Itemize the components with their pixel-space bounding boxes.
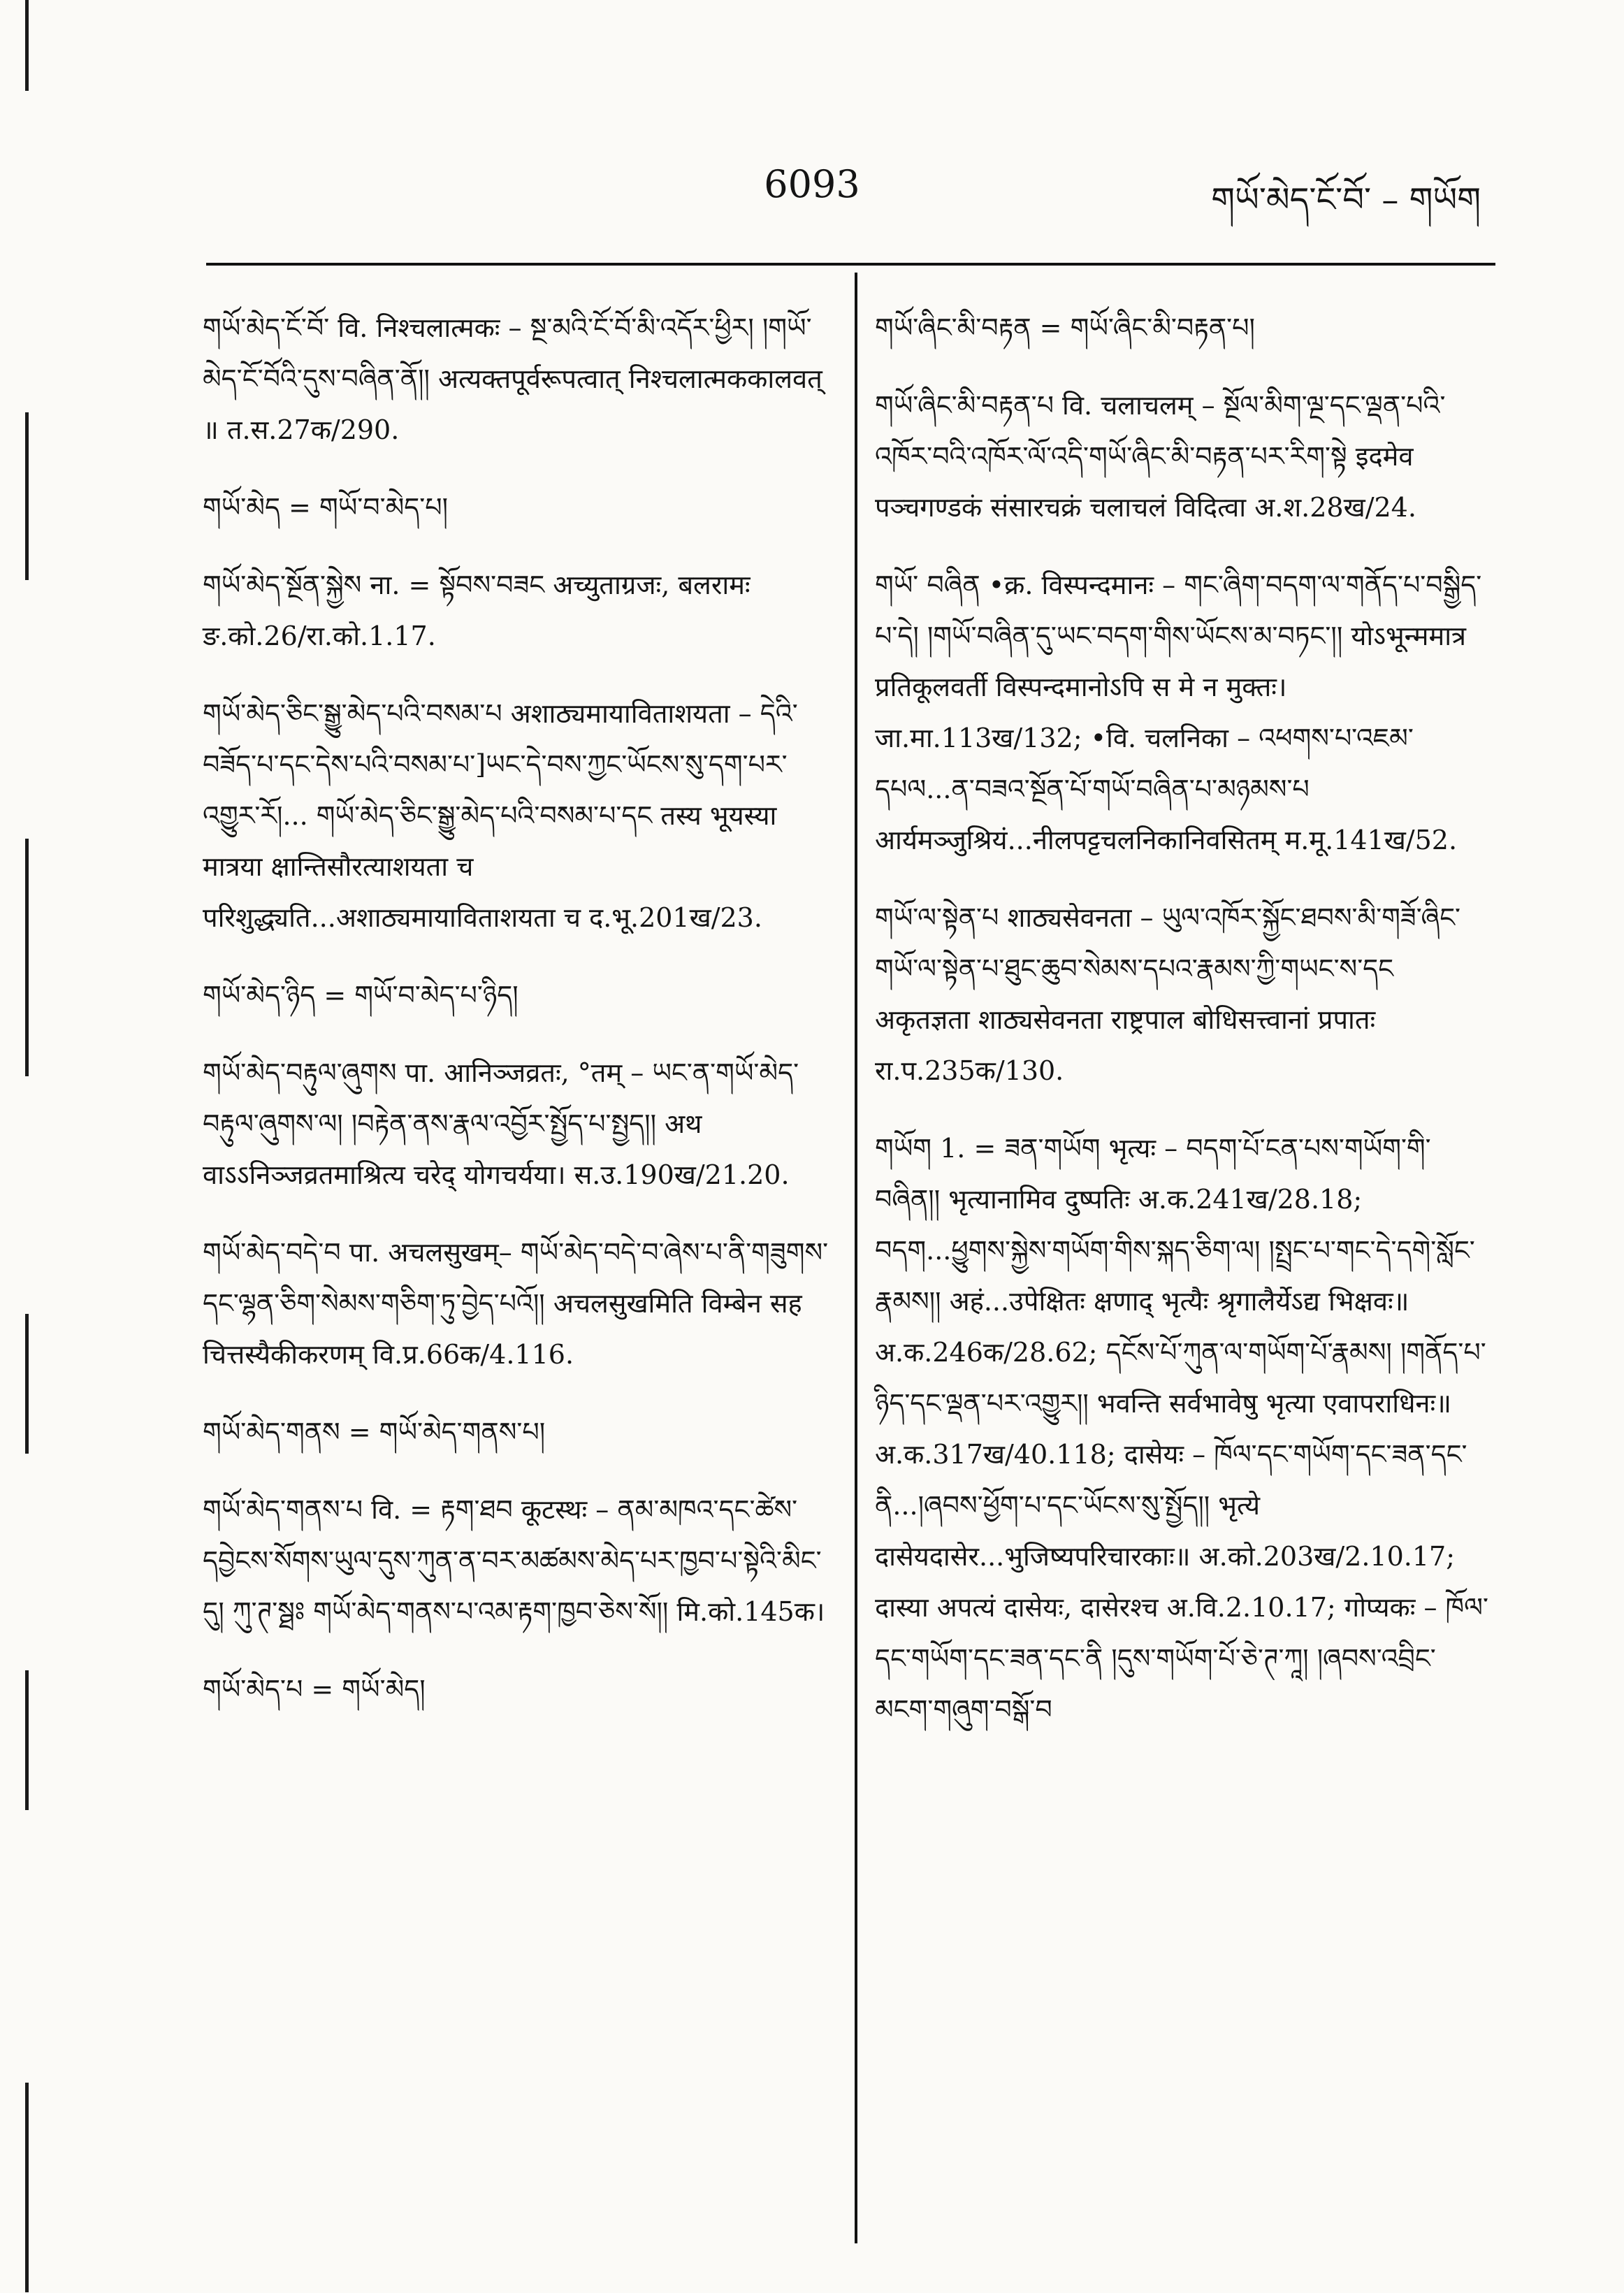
dictionary-entry: གཡོ་མེད = གཡོ་བ་མེད་པ། [203, 492, 449, 523]
scan-edge-mark [25, 839, 29, 1076]
scan-edge-mark [25, 1314, 29, 1454]
dictionary-entry: གཡོ་མེད་གནས = གཡོ་མེད་གནས་པ། [203, 1417, 546, 1447]
scan-edge-mark [25, 1670, 29, 1810]
page-number: 6093 [764, 162, 860, 206]
dictionary-entry: གཡོ་མེད་བརྟུལ་ཞུགས पा. आनिञ्जव्रतः, °तम् – ཡང་ན་གཡོ་མེད་བརྟུལ་ཞུགས་ལ། །བརྟེན་ནས་རྣལ་འབྱོར་སྤྱོད་པ་སྤྱད།། अथ वाऽऽनिञ्जव्रतमाश्रित्य चरेद् योगचर्यया। स.उ.190ख/21.20. [203, 1057, 799, 1190]
dictionary-entry: གཡོ་མེད་གནས་པ वि. = རྟག་ཐབ कूटस्थः – ནམ་མཁའ་དང་ཚེས་དབྱེངས་སོགས་ཡུལ་དུས་ཀུན་ན་བར་མཚམས་མེད་པར་ཁྱབ་པ་སྟེའི་མིང་དུ། ཀུ་ཊ་སྠཿ གཡོ་མེད་གནས་པ་འམ་རྟག་ཁྱབ་ཅེས་སོ།། मि.को.145क। [203, 1494, 825, 1627]
left-column [203, 276, 832, 1733]
right-column [875, 276, 1490, 1753]
dictionary-entry: གཡོ་མེད་ངོ་བོ་ वि. निश्चलात्मकः – སྔ་མའི་ངོ་བོ་མི་འདོར་ཕྱིར། །གཡོ་མེད་ངོ་བོའི་དུས་བཞིན་ནོ།། अत्यक्तपूर्वरूपत्वात् निश्चलात्मककालवत् ॥ त.स.27क/290. [203, 312, 822, 445]
scan-edge-mark [25, 0, 29, 91]
running-head: གཡོ་མེད་ངོ་བོ་ – གཡོག [1211, 180, 1481, 219]
dictionary-entry: གཡོ་མེད་ཅིང་སྒྱུ་མེད་པའི་བསམ་པ अशाठ्यमायाविताशयता – དེའི་བཟོད་པ་དང་དེས་པའི་བསམ་པ་]ཡང་དེ་བས་ཀྱང་ཡོངས་སུ་དག་པར་འགྱུར་རོ།... གཡོ་མེད་ཅིང་སྒྱུ་མེད་པའི་བསམ་པ་དང तस्य भूयस्या मात्रया क्षान्तिसौरत्याशयता च परिशुद्ध्यति...अशाठ्यमायाविताशयता च द.भू.201ख/23. [203, 698, 798, 933]
dictionary-entry: གཡོ་ཞིང་མི་བརྟན = གཡོ་ཞིང་མི་བརྟན་པ། [875, 312, 1255, 343]
dictionary-entry: གཡོ་མེད་ཉིད = གཡོ་བ་མེད་པ་ཉིད། [203, 980, 519, 1011]
scan-edge-mark [25, 412, 29, 580]
scan-left-edge [0, 0, 42, 2293]
dictionary-entry: གཡོ་ལ་སྟེན་པ शाठ्यसेवनता – ཡུལ་འཁོར་སྐྱོང་ཐབས་མི་གཟོ་ཞིང་གཡོ་ལ་སྟེན་པ་ཐུང་ཆུབ་སེམས་དཔའ་རྣམས་ཀྱི་གཡང་ས་དང अकृतज्ञता शाठ्यसेवनता राष्ट्रपाल बोधिसत्त्वानां प्रपातः रा.प.235क/130. [875, 902, 1461, 1086]
dictionary-entry: གཡོ་མེད་སྔོན་སྐྱེས ना. = སྟོབས་བཟང अच्युताग्रजः, बलरामः ङ.को.26/रा.को.1.17. [203, 570, 751, 651]
header-rule [206, 263, 1495, 266]
dictionary-entry: གཡོག 1. = ཟན་གཡོག भृत्यः – བདག་པོ་ངན་པས་གཡོག་གི་བཞིན།། भृत्यानामिव दुष्पतिः अ.क.241ख/28.18; བདག...ཕྱུགས་སྐྱེས་གཡོག་གིས་སྐད་ཅིག་ལ། །སྤྲང་པ་གང་དེ་དགེ་སློང་རྣམས།། अहं...उपेक्षितः क्षणाद् भृत्यैः श्रृगालैर्येऽद्य भिक्षवः॥ अ.क.246क/28.62; དངོས་པོ་ཀུན་ལ་གཡོག་པོ་རྣམས། །གནོད་པ་ཉིད་དང་ལྡན་པར་འགྱུར།། भवन्ति सर्वभावेषु भृत्या एवापराधिनः॥ अ.क.317ख/40.118; दासेयः – ཁོལ་དང་གཡོག་དང་ཟན་དང་ནི...།ཞབས་ཕྱོག་པ་དང་ཡོངས་སུ་སྤྱོད།། भृत्ये दासेयदासेर...भुजिष्यपरिचारकाः॥ अ.को.203ख/2.10.17; दास्या अपत्यं दासेयः, दासेरश्च अ.वि.2.10.17; गोप्यकः – ཁོལ་དང་གཡོག་དང་ཟན་དང་ནི །དུས་གཡོག་པོ་ཅེ་ཊ་ཀཱ། །ཞབས་འབྲིང་མངག་གཞུག་བསྒོ་བ [875, 1133, 1488, 1725]
dictionary-entry: གཡོ་མེད་བདེ་བ पा. अचलसुखम्– གཡོ་མེད་བདེ་བ་ཞེས་པ་ནི་གཟུགས་དང་ལྷན་ཅིག་སེམས་གཅིག་ཏུ་བྱེད་པའོ།། अचलसुखमिति विम्बेन सह चित्तस्यैकीकरणम् वि.प्र.66क/4.116. [203, 1237, 829, 1370]
dictionary-entry: གཡོ་ཞིང་མི་བརྟན་པ वि. चलाचलम् – སྔོལ་མིག་ལྔ་དང་ལྡན་པའི་འཁོར་བའི་འཁོར་ལོ་འདི་གཡོ་ཞིང་མི་བརྟན་པར་རིག་སྟེ इदमेव पञ्चगण्डकं संसारचक्रं चलाचलं विदित्वा अ.श.28ख/24. [875, 390, 1446, 523]
scan-edge-mark [25, 2083, 29, 2292]
column-divider [855, 273, 857, 2243]
dictionary-entry: གཡོ་མེད་པ = གཡོ་མེད། [203, 1674, 426, 1705]
dictionary-entry: གཡོ་ བཞིན •क्र. विस्पन्दमानः – གང་ཞིག་བདག་ལ་གནོད་པ་བསྒྱིད་པ་དེ། །གཡོ་བཞིན་དུ་ཡང་བདག་གིས་ཡོངས་མ་བཏང་།། योऽभून्ममात्र प्रतिकूलवर्ती विस्पन्दमानोऽपि स मे न मुक्तः। जा.मा.113ख/132; •वि. चलनिका – འཕགས་པ་འཇམ་དཔལ...ན་བཟའ་སྔོན་པོ་གཡོ་བཞིན་པ་མཉམས་པ आर्यमञ्जुश्रियं...नीलपट्टचलनिकानिवसितम् म.मू.141ख/52. [875, 570, 1482, 855]
